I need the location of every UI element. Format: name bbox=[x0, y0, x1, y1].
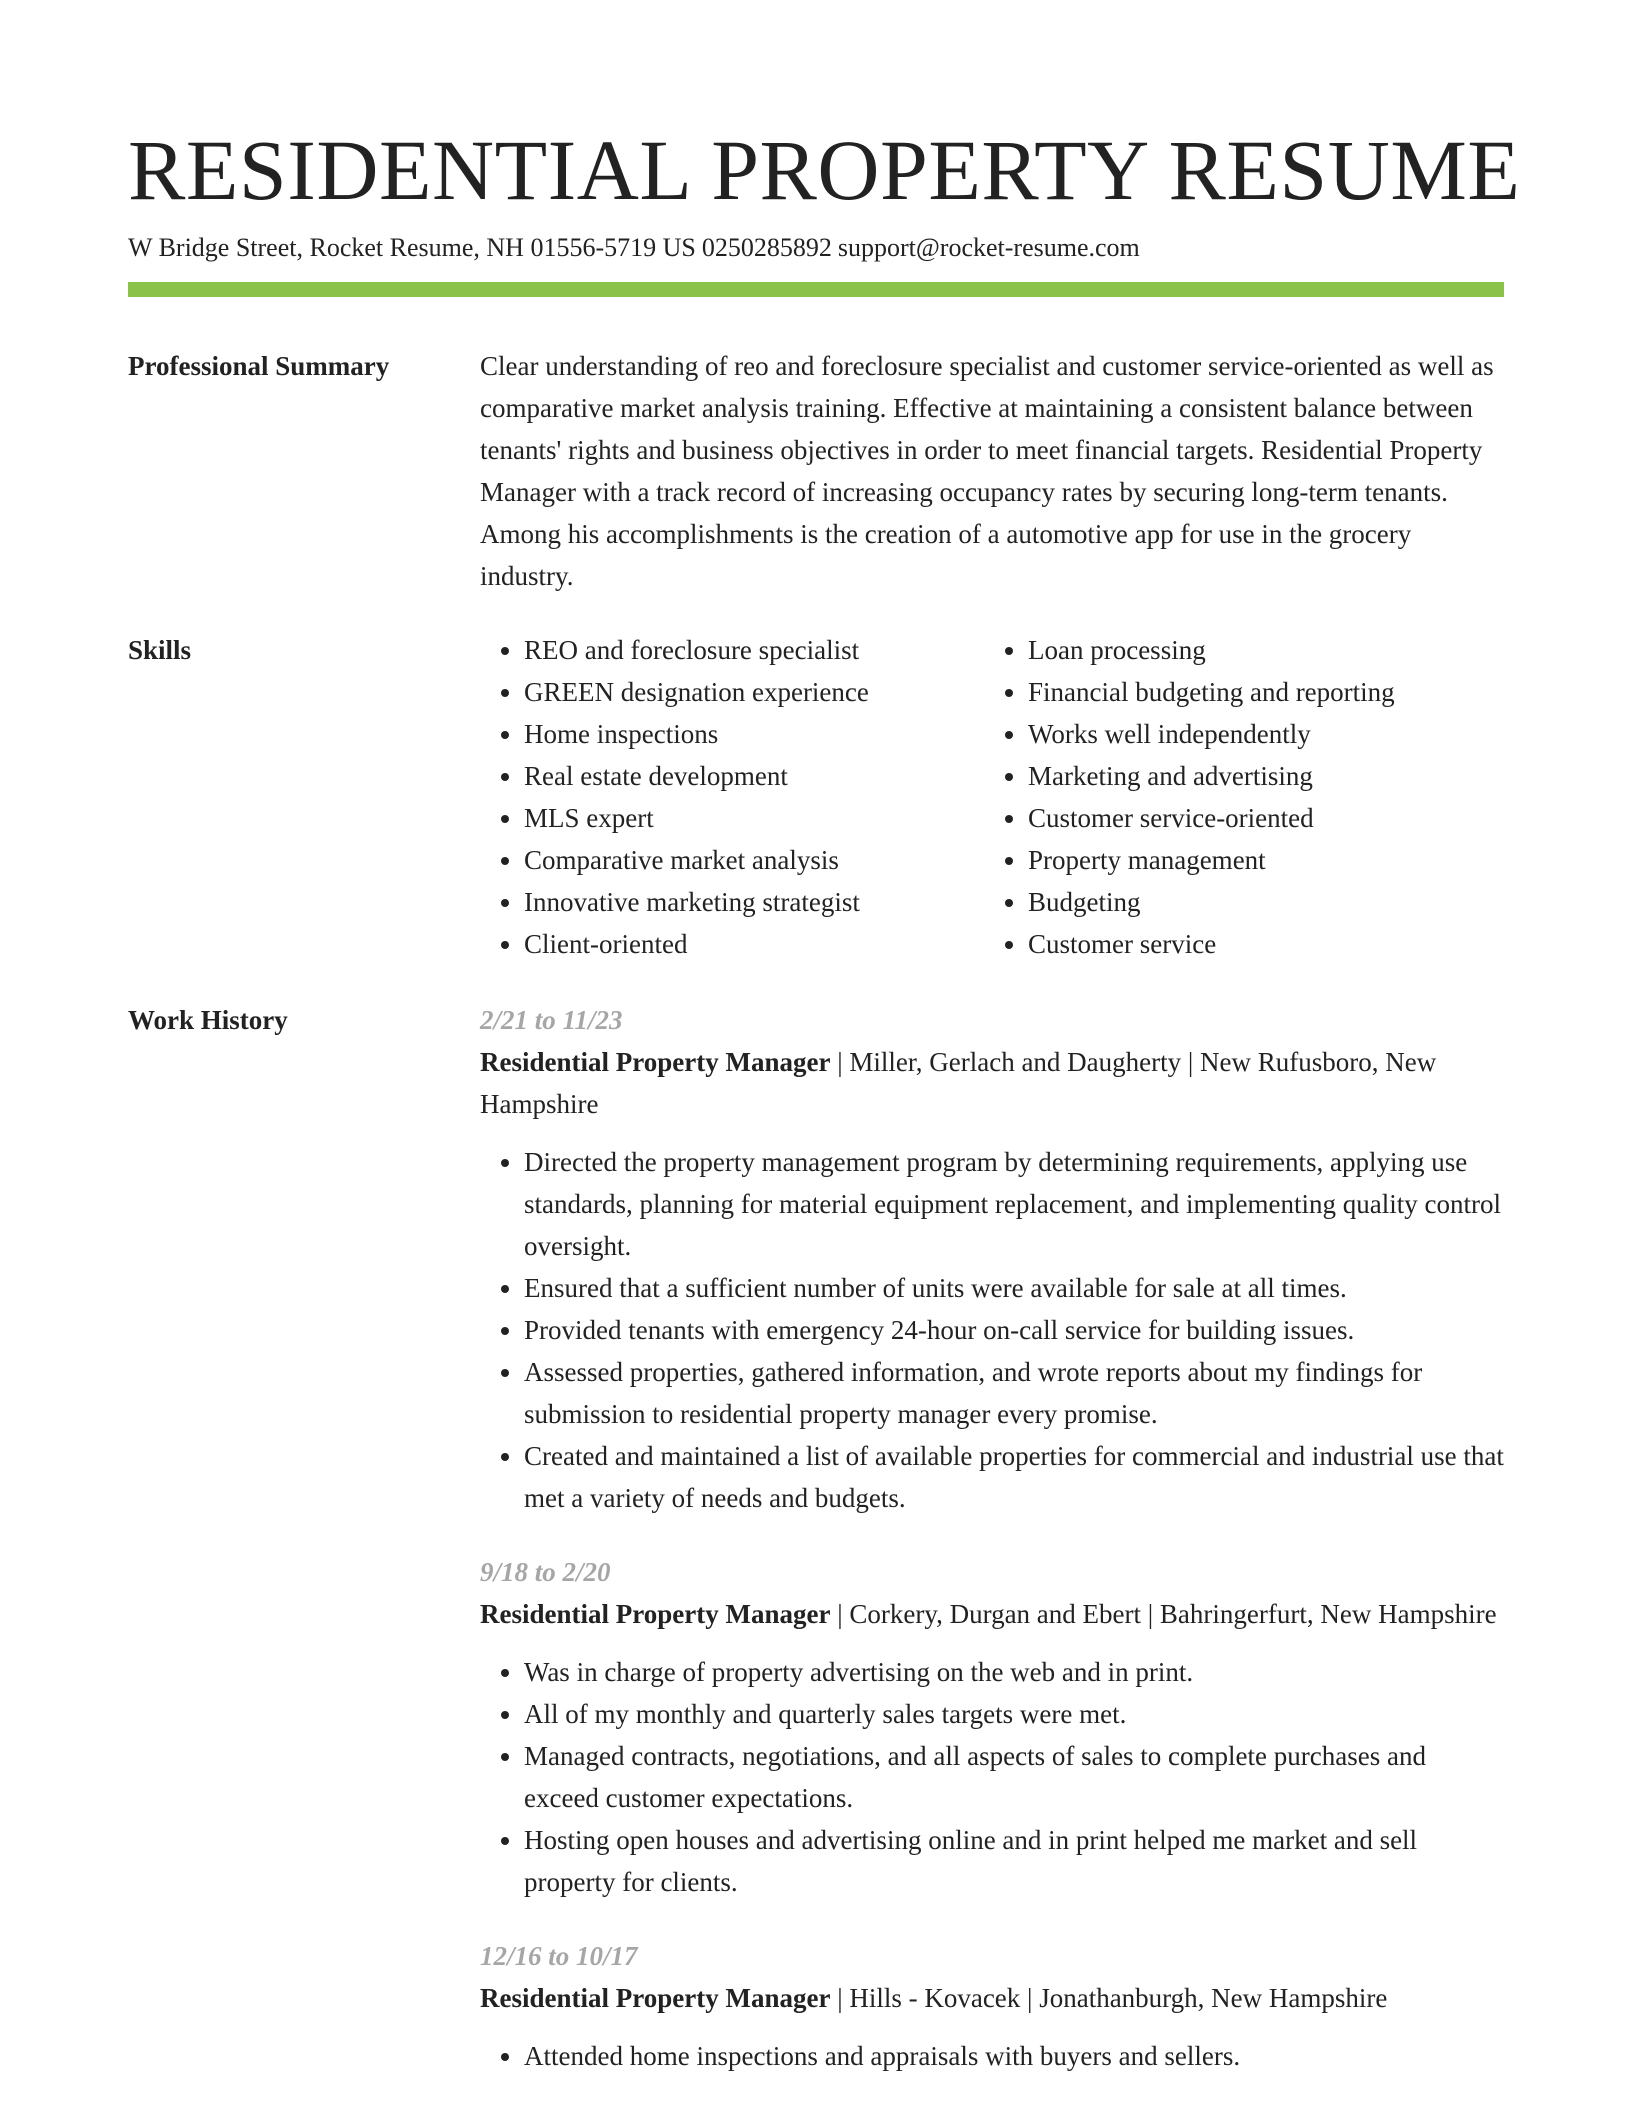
skill-item: • Loan processing bbox=[1028, 629, 1488, 671]
skill-item: • Innovative marketing strategist bbox=[524, 881, 984, 923]
job-title: Residential Property Manager bbox=[480, 1983, 831, 2013]
contact-email: support@rocket-resume.com bbox=[837, 233, 1140, 262]
skill-item: • MLS expert bbox=[524, 797, 984, 839]
contact-phone: 0250285892 bbox=[701, 233, 832, 262]
job-details: | Hills - Kovacek | Jonathanburgh, New Hampshire bbox=[830, 1983, 1388, 2013]
skill-item: • Works well independently bbox=[1028, 713, 1488, 755]
job-details: | Miller, Gerlach and Daugherty | New Rufusboro, New Hampshire bbox=[480, 1047, 1437, 1119]
job-bullet: • Assessed properties, gathered information, and wrote reports about my findings for submission to residential property manager every promise. bbox=[524, 1351, 1504, 1435]
skills-list-right bbox=[984, 629, 1488, 965]
contact-address: W Bridge Street, Rocket Resume, NH 01556-5719 US bbox=[128, 233, 696, 262]
job-heading bbox=[480, 1593, 1504, 1635]
job-details: | Corkery, Durgan and Ebert | Bahringerfurt, New Hampshire bbox=[830, 1599, 1497, 1629]
work-history-section bbox=[128, 999, 1504, 2109]
job-dates: 2/21 to 11/23 bbox=[480, 1005, 623, 1035]
job-bullet: • Hosting open houses and advertising online and in print helped me market and sell property for clients. bbox=[524, 1819, 1504, 1903]
job-heading bbox=[480, 1977, 1504, 2019]
job-bullet: • All of my monthly and quarterly sales targets were met. bbox=[524, 1693, 1504, 1735]
job-dates: 9/18 to 2/20 bbox=[480, 1557, 611, 1587]
summary-section bbox=[128, 345, 1504, 597]
job-title: Residential Property Manager bbox=[480, 1599, 831, 1629]
skill-item: • Customer service bbox=[1028, 923, 1488, 965]
job-bullet-list bbox=[480, 1141, 1504, 1519]
contact-line bbox=[128, 230, 1504, 266]
resume-page bbox=[128, 120, 1521, 2109]
job-dates: 12/16 to 10/17 bbox=[480, 1941, 638, 1971]
summary-heading: Professional Summary bbox=[128, 351, 390, 381]
job-title: Residential Property Manager bbox=[480, 1047, 831, 1077]
skill-item: • REO and foreclosure specialist bbox=[524, 629, 984, 671]
job-bullet: • Created and maintained a list of available properties for commercial and industrial use that met a variety of needs and budgets. bbox=[524, 1435, 1504, 1519]
job-heading bbox=[480, 1041, 1504, 1125]
work-history-heading: Work History bbox=[128, 1005, 288, 1035]
job-bullet-list bbox=[480, 1651, 1504, 1903]
job-entry bbox=[480, 1551, 1504, 1903]
job-bullet: • Provided tenants with emergency 24-hour on-call service for building issues. bbox=[524, 1309, 1504, 1351]
header-divider bbox=[128, 282, 1504, 297]
summary-text: Clear understanding of reo and foreclosure specialist and customer service-oriented as well as comparative market analysis training. Effective at maintaining a consistent balance between tenants' rights and business objectives in order to meet financial targets. Residential Property Manager with a track record of increasing occupancy rates by securing long-term tenants. Among his accomplishments is the creation of a automotive app for use in the grocery industry. bbox=[480, 351, 1494, 591]
skills-heading: Skills bbox=[128, 635, 192, 665]
skills-list-left bbox=[480, 629, 984, 965]
job-bullet: • Managed contracts, negotiations, and all aspects of sales to complete purchases and exceed customer expectations. bbox=[524, 1735, 1504, 1819]
skill-item: • Comparative market analysis bbox=[524, 839, 984, 881]
job-entry bbox=[480, 1935, 1504, 2077]
skill-item: • Client-oriented bbox=[524, 923, 984, 965]
job-bullet: • Was in charge of property advertising on the web and in print. bbox=[524, 1651, 1504, 1693]
skill-item: • Marketing and advertising bbox=[1028, 755, 1488, 797]
skill-item: • GREEN designation experience bbox=[524, 671, 984, 713]
job-bullet: • Attended home inspections and appraisals with buyers and sellers. bbox=[524, 2035, 1504, 2077]
skill-item: • Real estate development bbox=[524, 755, 984, 797]
skill-item: • Financial budgeting and reporting bbox=[1028, 671, 1488, 713]
skill-item: • Customer service-oriented bbox=[1028, 797, 1488, 839]
job-bullet: • Directed the property management program by determining requirements, applying use standards, planning for material equipment replacement, and implementing quality control oversight. bbox=[524, 1141, 1504, 1267]
skill-item: • Budgeting bbox=[1028, 881, 1488, 923]
job-bullet: • Ensured that a sufficient number of units were available for sale at all times. bbox=[524, 1267, 1504, 1309]
resume-title: RESIDENTIAL PROPERTY RESUME bbox=[128, 122, 1521, 218]
skill-item: • Property management bbox=[1028, 839, 1488, 881]
job-entry bbox=[480, 999, 1504, 1519]
skill-item: • Home inspections bbox=[524, 713, 984, 755]
skills-section bbox=[128, 629, 1504, 965]
job-bullet-list bbox=[480, 2035, 1504, 2077]
